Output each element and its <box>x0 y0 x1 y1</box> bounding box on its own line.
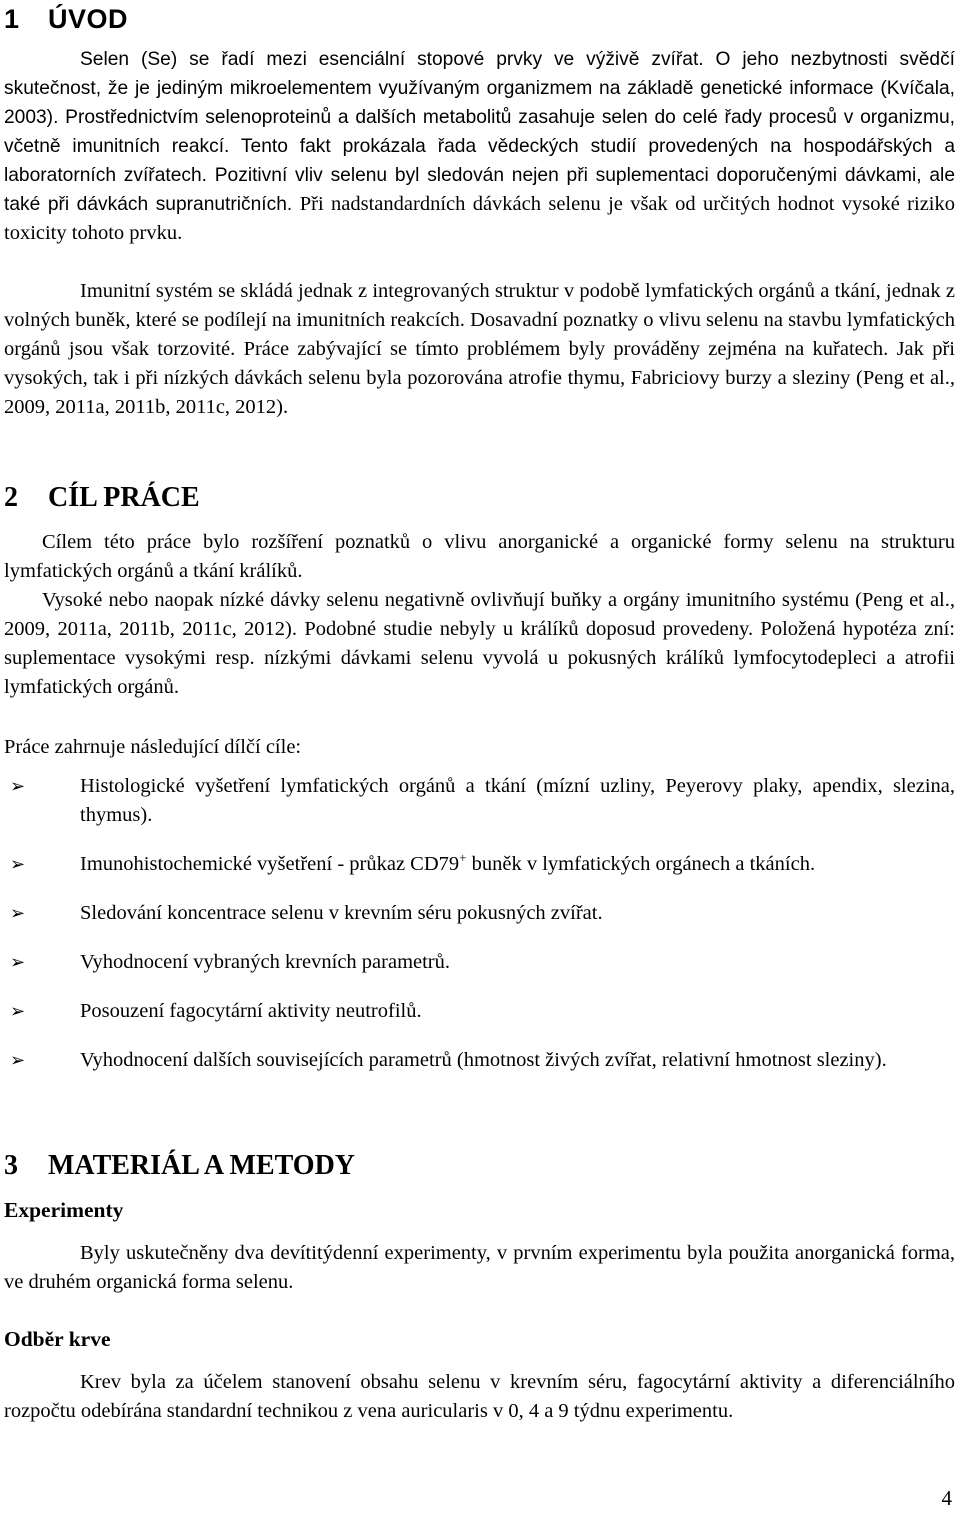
list-item <box>4 772 955 830</box>
subsection-blood-title: Odběr krve <box>4 1327 111 1351</box>
section-3-heading <box>4 1150 355 1182</box>
section-2-heading <box>4 482 200 514</box>
arrow-bullet-icon: ➢ <box>10 776 26 797</box>
goal-text: Posouzení fagocytární aktivity neutrofilů. <box>80 1000 422 1022</box>
list-item <box>4 850 955 879</box>
goal-paragraph-1: Cílem této práce bylo rozšíření poznatků o vlivu anorganické a organické formy selenu na strukturu lymfatických orgánů a tkání králíků. <box>4 531 955 582</box>
section-1-number: 1 <box>4 4 20 34</box>
goal-text: Histologické vyšetření lymfatických orgánů a tkání (mízní uzliny, Peyerovy plaky, apendix, slezina, thymus). <box>80 775 955 826</box>
list-item <box>4 948 955 977</box>
goal-text: Sledování koncentrace selenu v krevním séru pokusných zvířat. <box>80 902 603 924</box>
section-2-number: 2 <box>4 482 18 513</box>
arrow-bullet-icon: ➢ <box>10 903 26 924</box>
list-item <box>4 1046 955 1075</box>
intro-paragraph-1-part-b: Při nadstandardních dávkách selenu je však od určitých hodnot vysoké riziko toxicity tohoto prvku. <box>4 193 955 244</box>
section-1-title: ÚVOD <box>48 4 129 34</box>
page-number: 4 <box>941 1486 952 1510</box>
arrow-bullet-icon: ➢ <box>10 1001 26 1022</box>
goal-superscript: + <box>459 850 467 866</box>
goal-text: Imunohistochemické vyšetření - průkaz CD79 <box>80 853 460 875</box>
goal-text: Vyhodnocení vybraných krevních parametrů. <box>80 951 451 973</box>
list-item <box>4 997 955 1026</box>
list-item <box>4 899 955 928</box>
subsection-experiments-title: Experimenty <box>4 1198 124 1222</box>
section-2-title: CÍL PRÁCE <box>48 482 200 513</box>
goal-text: Vyhodnocení dalších souvisejících parametrů (hmotnost živých zvířat, relativní hmotnost sleziny). <box>80 1049 887 1071</box>
goal-paragraph-2: Vysoké nebo naopak nízké dávky selenu negativně ovlivňují buňky a orgány imunitního systému (Peng et al., 2009, 2011a, 2011b, 2011c, 2012). Podobné studie nebyly u králíků doposud provedeny. Položená hypotéza zní: suplementace vysokými resp. nízkými dávkami selenu vyvolá u pokusných králíků lymfocytodepleci a atrofii lymfatických orgánů. <box>4 589 955 698</box>
goals-intro: Práce zahrnuje následující dílčí cíle: <box>4 736 302 758</box>
goals-list <box>4 772 955 1095</box>
goal-text-continued: buněk v lymfatických orgánech a tkáních. <box>466 853 816 875</box>
intro-paragraph-1-part-a: Selen (Se) se řadí mezi esenciální stopové prvky ve výživě zvířat. O jeho nezbytnosti svědčí skutečnost, že je jediným mikroelementem využívaným organizmem na základě genetické informace (Kvíčala, 2003). Prostřednictvím selenoproteinů a dalších metabolitů zasahuje selen do celé řady procesů v organizmu, včetně imunitních reakcí. Tento fakt prokázala řada vědeckých studií provedených na hospodářských a laboratorních zvířatech. Pozitivní vliv selenu byl sledován nejen při suplementaci doporučenými dávkami, ale také při dávkách supranutričních. <box>4 49 955 215</box>
intro-paragraph-1 <box>4 45 955 248</box>
section-3-title: MATERIÁL A METODY <box>48 1150 356 1181</box>
section-1-heading <box>4 4 128 35</box>
intro-paragraph-2: Imunitní systém se skládá jednak z integrovaných struktur v podobě lymfatických orgánů a tkání, jednak z volných buněk, které se podílejí na imunitních reakcích. Dosavadní poznatky o vlivu selenu na stavbu lymfatických orgánů jsou však torzovité. Práce zabývající se tímto problémem byly prováděny zejména na kuřatech. Jak při vysokých, tak i při nízkých dávkách selenu byla pozorována atrofie thymu, Fabriciovy burzy a sleziny (Peng et al., 2009, 2011a, 2011b, 2011c, 2012). <box>4 280 955 418</box>
arrow-bullet-icon: ➢ <box>10 1050 26 1071</box>
arrow-bullet-icon: ➢ <box>10 854 26 875</box>
blood-paragraph: Krev byla za účelem stanovení obsahu selenu v krevním séru, fagocytární aktivity a diferenciálního rozpočtu odebírána standardní technikou z vena auricularis v 0, 4 a 9 týdnu experimentu. <box>4 1371 955 1422</box>
arrow-bullet-icon: ➢ <box>10 952 26 973</box>
experiments-paragraph: Byly uskutečněny dva devítitýdenní experimenty, v prvním experimentu byla použita anorganická forma, ve druhém organická forma selenu. <box>4 1242 955 1293</box>
section-3-number: 3 <box>4 1150 18 1181</box>
